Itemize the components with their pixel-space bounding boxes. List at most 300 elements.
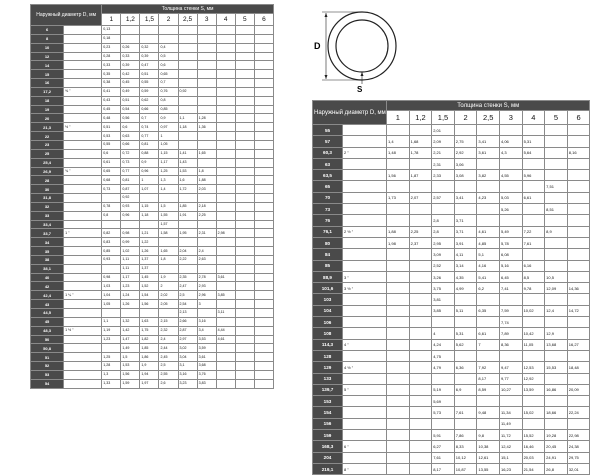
table-row xyxy=(31,185,274,194)
weight-value-cell xyxy=(235,26,254,35)
diameter-cell: 10 xyxy=(31,43,64,52)
weight-value-cell: 10,12 xyxy=(454,452,477,463)
weight-value-cell: 1,28 xyxy=(197,114,216,123)
weight-value-cell: 3,85 xyxy=(432,305,455,316)
diameter-cell: 54 xyxy=(31,379,64,388)
weight-value-cell xyxy=(216,211,235,220)
table-row xyxy=(31,317,274,326)
inch-size-cell xyxy=(64,34,102,43)
inch-size-cell: 6 " xyxy=(343,441,387,452)
weight-value-cell: 7,59 xyxy=(499,305,522,316)
inch-size-cell xyxy=(343,181,387,192)
weight-value-cell xyxy=(387,305,410,316)
weight-value-cell: 0,4 xyxy=(159,43,178,52)
weight-value-cell: 1,33 xyxy=(102,379,121,388)
weight-value-cell: 2,5 xyxy=(159,362,178,371)
inch-size-cell xyxy=(343,170,387,181)
weight-value-cell xyxy=(159,34,178,43)
weight-value-cell: 12,53 xyxy=(522,362,545,373)
weight-value-cell xyxy=(409,283,432,294)
weight-value-cell xyxy=(387,407,410,418)
inch-size-cell xyxy=(64,362,102,371)
table-row xyxy=(31,123,274,132)
weight-value-cell: 3 xyxy=(197,300,216,309)
weight-value-cell xyxy=(197,34,216,43)
weight-value-cell: 0,93 xyxy=(121,202,140,211)
table-row xyxy=(31,255,274,264)
weight-value-cell xyxy=(216,105,235,114)
weight-value-cell: 1,41 xyxy=(178,149,197,158)
weight-value-cell: 9,78 xyxy=(522,283,545,294)
weight-value-cell xyxy=(254,326,273,335)
diameter-cell: 12 xyxy=(31,52,64,61)
weight-value-cell: 1,02 xyxy=(121,247,140,256)
weight-value-cell: 0,51 xyxy=(140,70,159,79)
weight-value-cell: 2,6 xyxy=(159,379,178,388)
weight-value-cell xyxy=(235,309,254,318)
weight-value-cell: 5,11 xyxy=(454,305,477,316)
thickness-header-cell: 3 xyxy=(499,111,522,125)
weight-value-cell xyxy=(567,317,590,328)
weight-value-cell: 1,42 xyxy=(121,326,140,335)
table-row xyxy=(31,114,274,123)
weight-value-cell xyxy=(235,255,254,264)
weight-value-cell: 20,45 xyxy=(545,441,568,452)
table-row xyxy=(31,273,274,282)
weight-value-cell: 16,46 xyxy=(522,441,545,452)
weight-value-cell xyxy=(387,328,410,339)
weight-value-cell: 1,54 xyxy=(140,291,159,300)
weight-value-cell: 0,55 xyxy=(140,79,159,88)
weight-value-cell: 0,51 xyxy=(121,96,140,105)
weight-value-cell: 0,43 xyxy=(102,96,121,105)
weight-value-cell: 2 xyxy=(159,282,178,291)
weight-value-cell xyxy=(567,158,590,169)
inch-size-cell xyxy=(64,238,102,247)
weight-value-cell xyxy=(409,181,432,192)
table-row xyxy=(313,328,590,339)
weight-value-cell xyxy=(477,181,500,192)
weight-value-cell xyxy=(197,132,216,141)
weight-value-cell: 5,1 xyxy=(477,249,500,260)
weight-value-cell: 0,8 xyxy=(102,211,121,220)
weight-value-cell: 12,4 xyxy=(545,305,568,316)
weight-value-cell: 1,37 xyxy=(140,255,159,264)
weight-value-cell: 2,09 xyxy=(432,136,455,147)
inch-size-cell xyxy=(343,396,387,407)
weight-value-cell xyxy=(409,452,432,463)
weight-value-cell xyxy=(235,211,254,220)
weight-value-cell xyxy=(387,463,410,474)
diameter-cell: 51 xyxy=(31,353,64,362)
diameter-cell: 103 xyxy=(313,294,343,305)
weight-value-cell xyxy=(387,215,410,226)
weight-value-cell xyxy=(567,170,590,181)
diameter-cell: 34 xyxy=(31,238,64,247)
weight-value-cell: 0,88 xyxy=(140,149,159,158)
diameter-cell: 35 xyxy=(31,247,64,256)
weight-value-cell xyxy=(387,158,410,169)
diameter-cell: 114,3 xyxy=(313,339,343,350)
weight-value-cell: 7,86 xyxy=(454,430,477,441)
weight-value-cell xyxy=(121,26,140,35)
weight-value-cell xyxy=(545,294,568,305)
weight-value-cell: 0,97 xyxy=(159,123,178,132)
weight-value-cell: 4,3 xyxy=(499,147,522,158)
weight-value-cell xyxy=(387,125,410,136)
table-row xyxy=(313,407,590,418)
table-row xyxy=(31,335,274,344)
table-row xyxy=(313,317,590,328)
weight-value-cell xyxy=(522,125,545,136)
weight-value-cell xyxy=(197,238,216,247)
weight-value-cell: 10,27 xyxy=(499,384,522,395)
weight-value-cell: 5,16 xyxy=(499,260,522,271)
weight-value-cell xyxy=(387,362,410,373)
diameter-cell: 133 xyxy=(313,373,343,384)
weight-value-cell: 2,93 xyxy=(197,282,216,291)
weight-value-cell xyxy=(216,317,235,326)
table-row xyxy=(31,211,274,220)
inch-size-cell: ½ " xyxy=(64,123,102,132)
diameter-cell: 42 xyxy=(31,282,64,291)
weight-value-cell: 1,3 xyxy=(159,176,178,185)
inch-size-cell xyxy=(64,273,102,282)
inch-size-cell xyxy=(64,300,102,309)
weight-value-cell: 16,23 xyxy=(499,463,522,474)
table-row xyxy=(31,264,274,273)
inch-size-cell xyxy=(343,350,387,361)
weight-value-cell xyxy=(254,220,273,229)
weight-value-cell: 3,41 xyxy=(477,136,500,147)
weight-value-cell xyxy=(178,79,197,88)
weight-value-cell: 1,23 xyxy=(121,282,140,291)
weight-value-cell xyxy=(197,96,216,105)
weight-value-cell xyxy=(567,350,590,361)
weight-value-cell xyxy=(197,61,216,70)
weight-value-cell: 0,39 xyxy=(140,52,159,61)
weight-value-cell xyxy=(409,463,432,474)
weight-value-cell xyxy=(254,176,273,185)
weight-value-cell: 2,31 xyxy=(197,229,216,238)
weight-value-cell xyxy=(121,309,140,318)
diameter-cell: 20 xyxy=(31,114,64,123)
weight-value-cell: 5,31 xyxy=(522,136,545,147)
weight-value-cell xyxy=(499,294,522,305)
weight-value-cell xyxy=(522,158,545,169)
weight-value-cell xyxy=(216,238,235,247)
weight-value-cell xyxy=(254,264,273,273)
weight-value-cell: 0,81 xyxy=(121,176,140,185)
diameter-cell: 53 xyxy=(31,370,64,379)
diameter-cell: 156 xyxy=(313,418,343,429)
table-row xyxy=(31,247,274,256)
weight-value-cell: 1,15 xyxy=(140,202,159,211)
weight-value-cell xyxy=(254,61,273,70)
weight-value-cell xyxy=(409,441,432,452)
weight-value-cell: 9,47 xyxy=(499,362,522,373)
diameter-cell: 128 xyxy=(313,350,343,361)
weight-value-cell: 11,49 xyxy=(499,418,522,429)
weight-value-cell: 7 xyxy=(477,339,500,350)
weight-value-cell: 11,34 xyxy=(499,407,522,418)
weight-value-cell xyxy=(477,294,500,305)
weight-value-cell xyxy=(477,215,500,226)
weight-value-cell: 0,55 xyxy=(102,140,121,149)
weight-value-cell: 2,45 xyxy=(159,353,178,362)
inch-size-cell xyxy=(64,96,102,105)
weight-value-cell: 3,76 xyxy=(197,370,216,379)
weight-value-cell xyxy=(178,194,197,203)
weight-value-cell: 4,11 xyxy=(454,249,477,260)
weight-value-cell: 1,65 xyxy=(159,247,178,256)
inch-size-cell xyxy=(64,353,102,362)
weight-value-cell: 0,61 xyxy=(102,158,121,167)
weight-value-cell: 0,92 xyxy=(178,87,197,96)
pipe-weight-table-left xyxy=(30,4,274,389)
weight-value-cell xyxy=(216,353,235,362)
weight-value-cell xyxy=(432,204,455,215)
inch-size-cell xyxy=(64,43,102,52)
weight-value-cell: 2,95 xyxy=(432,237,455,248)
weight-value-cell: 1,63 xyxy=(140,317,159,326)
weight-value-cell xyxy=(254,211,273,220)
inch-size-cell xyxy=(343,373,387,384)
weight-value-cell xyxy=(387,441,410,452)
diameter-cell: 104 xyxy=(313,305,343,316)
weight-value-cell: 2,66 xyxy=(178,317,197,326)
weight-value-cell: 2,21 xyxy=(432,147,455,158)
weight-value-cell: 0,66 xyxy=(121,140,140,149)
weight-value-cell: 24,91 xyxy=(545,452,568,463)
weight-value-cell: 0,85 xyxy=(102,247,121,256)
weight-value-cell xyxy=(235,273,254,282)
weight-value-cell: 16,86 xyxy=(545,384,568,395)
inch-size-cell xyxy=(64,185,102,194)
inch-size-cell: 3 ½ " xyxy=(343,283,387,294)
weight-value-cell: 9,77 xyxy=(499,373,522,384)
weight-value-cell: 3,08 xyxy=(454,170,477,181)
weight-value-cell xyxy=(235,70,254,79)
weight-value-cell xyxy=(235,362,254,371)
weight-value-cell: 3,23 xyxy=(178,379,197,388)
diameter-cell: 33,4 xyxy=(31,220,64,229)
weight-value-cell: 8,17 xyxy=(477,373,500,384)
weight-value-cell: 5,26 xyxy=(499,204,522,215)
weight-value-cell: 5,78 xyxy=(499,237,522,248)
weight-value-cell: 3,81 xyxy=(432,294,455,305)
thickness-header-cell: 2 xyxy=(159,14,178,26)
table-row xyxy=(313,339,590,350)
table-row xyxy=(31,70,274,79)
weight-value-cell: 1,73 xyxy=(387,192,410,203)
weight-value-cell: 1,37 xyxy=(140,264,159,273)
table-row xyxy=(31,282,274,291)
table-row xyxy=(313,430,590,441)
weight-value-cell xyxy=(197,264,216,273)
table-row xyxy=(313,147,590,158)
weight-value-cell xyxy=(235,326,254,335)
weight-value-cell: 8,9 xyxy=(545,226,568,237)
table-row xyxy=(31,229,274,238)
weight-value-cell xyxy=(454,373,477,384)
weight-value-cell: 1,86 xyxy=(140,353,159,362)
weight-value-cell: 1,05 xyxy=(102,300,121,309)
weight-value-cell xyxy=(254,202,273,211)
weight-value-cell xyxy=(235,123,254,132)
weight-value-cell xyxy=(409,271,432,282)
weight-value-cell: 2,32 xyxy=(159,326,178,335)
weight-value-cell xyxy=(545,125,568,136)
inch-size-cell xyxy=(343,328,387,339)
weight-value-cell xyxy=(235,114,254,123)
weight-value-cell xyxy=(178,70,197,79)
weight-value-cell: 3,1 xyxy=(178,362,197,371)
weight-value-cell: 1,78 xyxy=(409,147,432,158)
weight-value-cell: 7,89 xyxy=(499,328,522,339)
table-row xyxy=(31,353,274,362)
weight-value-cell xyxy=(159,264,178,273)
weight-value-cell: 3,16 xyxy=(178,370,197,379)
weight-value-cell: 8,33 xyxy=(454,441,477,452)
weight-value-cell: 3,16 xyxy=(197,317,216,326)
diameter-cell: 23 xyxy=(31,140,64,149)
weight-value-cell: 0,33 xyxy=(121,52,140,61)
weight-value-cell xyxy=(235,229,254,238)
diameter-cell: 52 xyxy=(31,362,64,371)
weight-value-cell xyxy=(178,96,197,105)
header-outer-diameter: Наружный диаметр D, мм xyxy=(313,101,387,125)
weight-value-cell: 2,22 xyxy=(178,255,197,264)
weight-value-cell xyxy=(567,396,590,407)
weight-value-cell xyxy=(499,158,522,169)
weight-value-cell xyxy=(216,370,235,379)
weight-value-cell: 1,32 xyxy=(121,317,140,326)
weight-value-cell xyxy=(567,192,590,203)
weight-value-cell xyxy=(254,370,273,379)
weight-value-cell xyxy=(522,294,545,305)
table-row xyxy=(31,34,274,43)
weight-value-cell xyxy=(216,114,235,123)
weight-value-cell: 1,25 xyxy=(102,353,121,362)
weight-value-cell: 5,41 xyxy=(477,271,500,282)
weight-value-cell xyxy=(216,70,235,79)
weight-value-cell: 3,71 xyxy=(454,226,477,237)
inch-size-cell xyxy=(64,379,102,388)
weight-value-cell: 0,74 xyxy=(140,123,159,132)
diameter-cell: 60,3 xyxy=(313,147,343,158)
weight-value-cell xyxy=(178,264,197,273)
weight-value-cell: 0,33 xyxy=(102,61,121,70)
weight-value-cell xyxy=(235,185,254,194)
weight-value-cell xyxy=(235,140,254,149)
table-row xyxy=(313,260,590,271)
inch-size-cell xyxy=(343,249,387,260)
inch-size-cell xyxy=(64,220,102,229)
weight-value-cell xyxy=(454,350,477,361)
inch-size-cell xyxy=(64,344,102,353)
weight-value-cell: 1,94 xyxy=(140,370,159,379)
weight-value-cell xyxy=(235,317,254,326)
weight-value-cell xyxy=(140,34,159,43)
weight-value-cell: 6,61 xyxy=(477,328,500,339)
weight-value-cell xyxy=(567,373,590,384)
weight-value-cell: 24,38 xyxy=(567,441,590,452)
table-row xyxy=(31,326,274,335)
weight-value-cell: 0,9 xyxy=(159,114,178,123)
weight-value-cell: 9,48 xyxy=(477,407,500,418)
weight-value-cell: 20,09 xyxy=(567,384,590,395)
weight-value-cell xyxy=(235,158,254,167)
weight-value-cell: 13,68 xyxy=(545,339,568,350)
weight-value-cell xyxy=(254,335,273,344)
weight-value-cell: 1 xyxy=(140,176,159,185)
weight-value-cell xyxy=(197,26,216,35)
weight-value-cell xyxy=(567,249,590,260)
weight-value-cell xyxy=(254,149,273,158)
thickness-header-cell: 6 xyxy=(254,14,273,26)
weight-value-cell xyxy=(567,237,590,248)
table-row xyxy=(31,370,274,379)
weight-value-cell: 2,55 xyxy=(159,370,178,379)
weight-value-cell: 0,65 xyxy=(159,70,178,79)
weight-value-cell: 14,72 xyxy=(567,305,590,316)
weight-value-cell: 1,6 xyxy=(178,176,197,185)
weight-value-cell: 1,4 xyxy=(387,136,410,147)
table-row xyxy=(31,238,274,247)
weight-value-cell: 0,83 xyxy=(102,238,121,247)
weight-value-cell: 12,9 xyxy=(545,328,568,339)
weight-value-cell: 1,72 xyxy=(178,185,197,194)
weight-value-cell: 4,23 xyxy=(477,192,500,203)
weight-value-cell: 0,99 xyxy=(121,238,140,247)
weight-value-cell: 1,11 xyxy=(121,264,140,273)
weight-value-cell: 1,85 xyxy=(140,344,159,353)
weight-value-cell xyxy=(567,136,590,147)
weight-value-cell: 0,81 xyxy=(140,140,159,149)
diameter-cell: 6 xyxy=(31,26,64,35)
inch-size-cell: 1 ¼ " xyxy=(64,291,102,300)
weight-value-cell xyxy=(235,202,254,211)
weight-value-cell: 21,54 xyxy=(522,463,545,474)
weight-value-cell xyxy=(545,215,568,226)
pipe-weight-table-right xyxy=(312,100,590,475)
weight-value-cell xyxy=(235,238,254,247)
inch-size-cell xyxy=(64,247,102,256)
inch-size-cell xyxy=(64,370,102,379)
weight-value-cell xyxy=(545,396,568,407)
weight-value-cell: 7,74 xyxy=(499,317,522,328)
weight-value-cell xyxy=(254,87,273,96)
weight-value-cell xyxy=(178,105,197,114)
weight-value-cell xyxy=(545,350,568,361)
weight-value-cell: 0,96 xyxy=(140,167,159,176)
weight-value-cell: 0,68 xyxy=(102,176,121,185)
weight-value-cell: 22,24 xyxy=(567,407,590,418)
inch-size-cell: 4 ½ " xyxy=(343,362,387,373)
weight-value-cell: 4,35 xyxy=(454,271,477,282)
diameter-cell: 85 xyxy=(313,260,343,271)
weight-value-cell: 0,51 xyxy=(102,123,121,132)
weight-value-cell: 10,38 xyxy=(477,441,500,452)
weight-value-cell: 1,56 xyxy=(387,170,410,181)
weight-value-cell: 0,82 xyxy=(102,229,121,238)
weight-value-cell xyxy=(387,317,410,328)
weight-value-cell xyxy=(254,344,273,353)
weight-value-cell: 12,42 xyxy=(499,441,522,452)
weight-value-cell: 5,62 xyxy=(454,339,477,350)
weight-value-cell xyxy=(387,384,410,395)
